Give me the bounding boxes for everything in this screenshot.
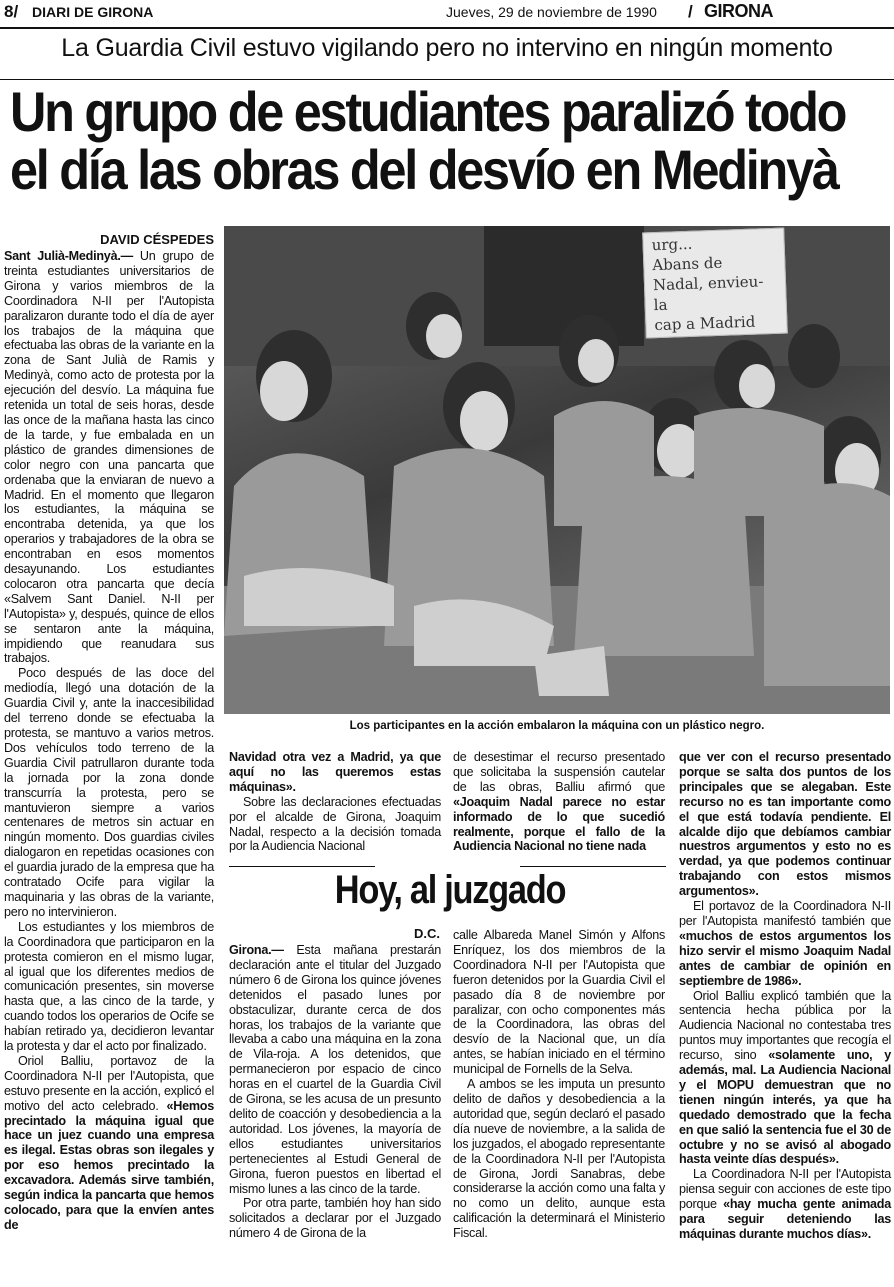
paragraph: Girona.— Esta mañana prestarán declaración ante el titular del Juzgado número 6 de Girona los quince jóvenes detenidos el pasado lunes por obstaculizar, durante cerca de dos horas, los trabajos de la variante que llevaba a cabo una máquina en la zona de Vila-roja. A los detenidos, que permanecieron por espacio de cinco horas en el cuartel de la Guardia Civil de Girona, se les acusa de un presunto delito de coacción y desobediencia a la autoridad. Los jóvenes, la mayoría de ellos estudiantes universitarios pertenecientes al Estudi General de Girona, fueron puestos en libertad el mismo lunes a las cinco de la tarde.	[229, 943, 441, 1196]
issue-date: Jueves, 29 de noviembre de 1990	[446, 4, 657, 20]
folio-rule	[0, 27, 894, 29]
paragraph: El portavoz de la Coordinadora N-II per l'Autopista manifestó también que «muchos de estos argumentos los hizo servir el mismo Joaquim Nadal antes de cambiar de opinión en septiembre de 1986».	[679, 899, 891, 988]
section-name: GIRONA	[704, 1, 773, 21]
paragraph: de desestimar el recurso presentado que solicitaba la suspensión cautelar de las obras, Balliu afirmó que «Joaquim Nadal parece no estar informado de lo que sucedió realmente, porque el fallo de la Audiencia Nacional no tiene nada	[453, 750, 665, 854]
page-number: 8/	[4, 2, 19, 21]
headline-line-2: el día las obras del desvío en Medinyà	[10, 138, 838, 201]
paragraph: calle Albareda Manel Simón y Alfons Enríquez, los dos miembros de la Coordinadora N-II per l'Autopista que fueron detenidos por la Guardia Civil el pasado día 8 de noviembre por paralizar, con ocho componentes más de la Coordinadora, las obras del desvío de la Nacional que, un día antes, se habían iniciado en el término municipal de Fornells de la Selva.	[453, 928, 665, 1077]
dateline: Sant Julià-Medinyà.—	[4, 249, 133, 263]
newspaper-name: DIARI DE GIRONA	[32, 4, 154, 20]
article-column-3	[453, 750, 665, 854]
paragraph: A ambos se les imputa un presunto delito de daños y desobediencia a la autoridad que, según declaró el pasado día nueve de noviembre, a la salida de los juzgados, el abogado representante de la Coordinadora N-II per l'Autopista de Girona, Jordi Sanabras, debe considerarse la acción como una falta y no como un delito, aunque esta calificación la determinará el Ministerio Fiscal.	[453, 1077, 665, 1241]
sidebar-rule-left	[229, 866, 375, 867]
kicker-headline: La Guardia Civil estuvo vigilando pero no intervino en ningún momento	[61, 34, 833, 62]
protest-photo	[224, 226, 890, 714]
photo-illustration	[224, 226, 890, 714]
banner-text: urg... Abans de Nadal, envieu-la cap a Madrid	[651, 234, 764, 335]
paragraph: Navidad otra vez a Madrid, ya que aquí no las queremos estas máquinas».	[229, 750, 441, 794]
sidebar-byline: D.C.	[414, 926, 440, 941]
sidebar-dateline: Girona.—	[229, 943, 284, 957]
paragraph: Oriol Balliu explicó también que la sentencia hecha pública por la Audiencia Nacional no contestaba tres puntos muy importantes que recogía el recurso, sino «solamente uno, y además, mal. La Audiencia Nacional y el MOPU demuestran que no tienen ningún interés, ya que ha quedado demostrado que la fecha en que salió la sentencia fue el 30 de octubre y no se avisó al abogado hasta veinte días después».	[679, 988, 891, 1167]
main-headline	[10, 80, 846, 201]
paragraph: Por otra parte, también hoy han sido solicitados a declarar por el Juzgado número 4 de Girona de la	[229, 1196, 441, 1241]
paragraph: La Coordinadora N-II per l'Autopista piensa seguir con acciones de este tipo porque «hay mucha gente animada para seguir deteniendo las máquinas durante muchos días».	[679, 1167, 891, 1241]
author-byline: DAVID CÉSPEDES	[100, 232, 214, 247]
sidebar-column-2	[453, 928, 665, 1283]
paragraph: Los estudiantes y los miembros de la Coordinadora que participaron en la protesta comieron en el mismo lugar, al igual que los diferentes medios de comunicación presentes, sin moverse hasta que, a las cinco de la tarde, y cuando todos los operarios de Ocife se habían retirado ya, decidieron levantar la protesta y dar el acto por finalizado.	[4, 919, 214, 1054]
article-column-1	[4, 249, 214, 1283]
paragraph: Sant Julià-Medinyà.— Un grupo de treinta estudiantes universitarios de Girona y varios miembros de la Coordinadora N-II per l'Autopista paralizaron durante todo el día de ayer los trabajos de la máquina que efectuaba las obras de la variante en la zona de Sant Julià de Ramis y Medinyà, como acto de protesta por la ejecución del desvío. La máquina fue retenida un total de seis horas, desde las once de la mañana hasta las cinco de la tarde, y fue embalada en un plástico de grandes dimensiones de color negro con una pancarta que ordenaba que la enviaran de nuevo a Madrid. En el momento que llegaron los estudiantes, la máquina se encontraba detenida, ya que los operarios y trabajadores de la obra se encontraban en esos momentos desayunando. Los estudiantes colocaron otra pancarta que decía «Salvem Sant Daniel. N-II per l'Autopista» y, después, quince de ellos se sentaron ante la máquina, impidiendo que reanudara sus trabajos.	[4, 249, 214, 666]
sidebar-headline: Hoy, al juzgado	[334, 868, 566, 912]
paragraph: Sobre las declaraciones efectuadas por el alcalde de Girona, Joaquim Nadal, respecto a la decisión tomada por la Audiencia Nacional	[229, 794, 441, 854]
page-folio	[0, 0, 894, 26]
sidebar-rule-right	[520, 866, 666, 867]
paragraph: que ver con el recurso presentado porque se salta dos puntos de los principales que se alegaban. Este recurso no es tan importante como el que está todavía pendiente. El alcalde dijo que debíamos cambiar nuestros argumentos y esto no es verdad, ya que podemos continuar trabajando con estos mismos argumentos».	[679, 750, 891, 899]
photo-caption: Los participantes en la acción embalaron la máquina con un plástico negro.	[349, 720, 765, 732]
paragraph: Oriol Balliu, portavoz de la Coordinadora N-II per l'Autopista, que estuvo presente en la acción, explicó el motivo del acto celebrado. «Hemos precintado la máquina igual que hace un juez cuando una empresa es ilegal. Estas obras son ilegales y por eso hemos precintado la excavadora. Además sirve también, según indica la pancarta que hemos colocado, para que la envíen antes de	[4, 1053, 214, 1232]
sidebar-column-1	[229, 943, 441, 1283]
article-column-4	[679, 750, 891, 1283]
headline-line-1: Un grupo de estudiantes paralizó todo	[10, 80, 846, 143]
folio-slash: /	[688, 2, 693, 21]
article-column-2	[229, 750, 441, 854]
paragraph: Poco después de las doce del mediodía, llegó una dotación de la Guardia Civil y, ante la inaccesibilidad del terreno donde se efectuaba la protesta, se mantuvo a varios metros. Dos vehículos todo terreno de la Guardia Civil patrullaron durante toda la jornada por la zona donde transcurría la protesta, pero se mantuvieron siempre a varios centenares de metros sin actuar en ningún momento. Dos guardias civiles dialogaron en repetidas ocasiones con el guardia jurado de la empresa que ha contratado Ocife para vigilar la maquinaria y las obras de la variante, pero no intervinieron.	[4, 666, 214, 919]
protest-banner	[642, 228, 788, 339]
